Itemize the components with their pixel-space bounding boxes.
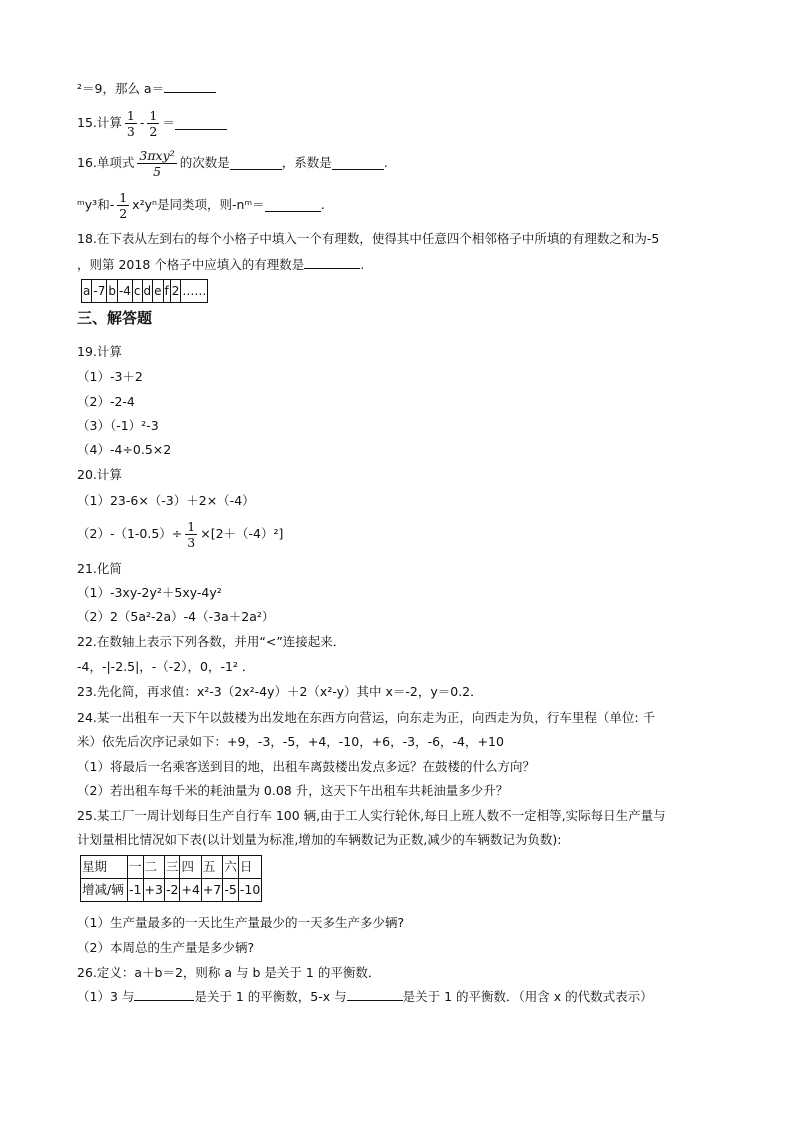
q19-item: （4）-4÷0.5×2 <box>77 442 172 457</box>
q25-header-cell: 二 <box>143 856 164 879</box>
q16-degree-blank[interactable] <box>230 157 282 170</box>
q16-frac-den: 5 <box>153 163 162 179</box>
q17-end: . <box>320 197 325 212</box>
q26-part-a: （1）3 与 <box>77 989 135 1004</box>
q18-cell: a <box>82 280 92 303</box>
q14-answer-blank[interactable] <box>164 80 216 93</box>
q25-data-cell: -5 <box>223 879 239 902</box>
section-heading-answers: 三、解答题 <box>77 309 153 327</box>
q18-cell: e <box>153 280 163 303</box>
q25-header-cell: 六 <box>223 856 239 879</box>
q22-line2: -4，-|-2.5|，-（-2），0，-1² ． <box>77 659 255 674</box>
q17-answer-blank[interactable] <box>265 199 321 212</box>
q15-f2-num: 1 <box>149 107 158 123</box>
q21-item1: （1）-3xy-2y²＋5xy-4y² <box>77 585 222 600</box>
q25-data-cell: 增减/辆 <box>81 879 128 902</box>
q15-equals: ＝ <box>162 115 175 130</box>
q25-production-table <box>80 855 262 902</box>
q15-fraction-1 <box>125 108 137 139</box>
q20-frac-num: 1 <box>187 518 196 534</box>
q25-data-cell: -1 <box>128 879 144 902</box>
q18-end: . <box>360 257 365 272</box>
q20-item2-part-a: （2）-（1-0.5）÷ <box>77 526 183 541</box>
q26-line2 <box>77 988 653 1006</box>
q20-item2-part-b: ×[2＋（-4）²] <box>200 526 284 541</box>
q19-title: 19.计算 <box>77 344 122 359</box>
q18-cell: -4 <box>117 280 132 303</box>
q20-item1: （1）23-6×（-3）＋2×（-4） <box>77 493 255 508</box>
q16-coefficient-label: ，系数是 <box>281 155 332 170</box>
q24-question1: （1）将最后一名乘客送到目的地，出租车离鼓楼出发点多远？在鼓楼的什么方向？ <box>77 759 535 774</box>
q15-minus: - <box>139 115 145 130</box>
q25-data-row <box>81 879 262 902</box>
q25-header-cell: 五 <box>201 856 222 879</box>
q20-fraction <box>185 519 197 550</box>
q17-frac-den: 2 <box>119 205 128 221</box>
q25-line1: 25.某工厂一周计划每日生产自行车 100 辆,由于工人实行轮休,每日上班人数不一定相等,实际每日生产量与 <box>77 808 666 823</box>
q16-frac-num: 3πxy² <box>139 147 175 163</box>
q25-header-cell: 三 <box>164 856 180 879</box>
q19-item: （3）（-1）²-3 <box>77 418 159 433</box>
q23-text: 23.先化简，再求值：x²-3（2x²-4y）＋2（x²-y）其中 x＝-2，y＝0.2． <box>77 684 483 699</box>
q16-end: . <box>383 155 388 170</box>
q26-line1: 26.定义：a＋b＝2，则称 a 与 b 是关于 1 的平衡数． <box>77 965 381 980</box>
q17-line <box>77 188 325 222</box>
q15-f2-den: 2 <box>149 123 158 139</box>
q17-fraction <box>117 190 129 221</box>
q24-question2: （2）若出租车每千米的耗油量为 0.08 升，这天下午出租车共耗油量多少升？ <box>77 783 509 798</box>
q17-part2: x²yⁿ是同类项，则-nᵐ＝ <box>132 197 265 212</box>
q24-line2: 米）依先后次序记录如下：+9，-3，-5，+4，-10，+6，-3，-6，-4，+10 <box>77 734 504 749</box>
q18-line1: 18.在下表从左到右的每个小格子中填入一个有理数，使得其中任意四个相邻格子中所填的有理数之和为-5 <box>77 231 660 246</box>
q25-line2: 计划量相比情况如下表(以计划量为标准,增加的车辆数记为正数,减少的车辆数记为负数): <box>77 832 562 847</box>
q22-line1: 22.在数轴上表示下列各数，并用“<”连接起来． <box>77 634 346 649</box>
q25-data-cell: -2 <box>164 879 180 902</box>
q18-answer-blank[interactable] <box>304 256 360 269</box>
q25-data-cell: +4 <box>180 879 201 902</box>
q25-header-cell: 星期 <box>81 856 128 879</box>
q26-blank-2[interactable] <box>347 988 403 1001</box>
q18-line2 <box>77 256 364 274</box>
q14-text: ²＝9，那么 a＝ <box>77 81 165 96</box>
q25-data-cell: -10 <box>238 879 261 902</box>
q16-line <box>77 145 388 181</box>
q19-item: （2）-2-4 <box>77 394 135 409</box>
q18-cell-table-wrap <box>81 279 208 303</box>
q15-f1-den: 3 <box>126 123 135 139</box>
q18-line2-prefix: ，则第 2018 个格子中应填入的有理数是 <box>77 257 305 272</box>
q20-item2 <box>77 517 283 551</box>
q14-line <box>77 80 216 98</box>
q21-title: 21.化简 <box>77 561 122 576</box>
q18-cell: f <box>163 280 170 303</box>
q24-line1: 24.某一出租车一天下午以鼓楼为出发地在东西方向营运，向东走为正，向西走为负，行车里程（单位: 千 <box>77 710 656 725</box>
q15-f1-num: 1 <box>126 107 135 123</box>
q26-part-b: 是关于 1 的平衡数，5-x 与 <box>194 989 347 1004</box>
q18-cell: b <box>107 280 118 303</box>
q20-title: 20.计算 <box>77 467 122 482</box>
q26-blank-1[interactable] <box>134 988 194 1001</box>
q18-cell: d <box>142 280 153 303</box>
q17-frac-num: 1 <box>119 189 128 205</box>
q16-prefix: 16.单项式 <box>77 155 135 170</box>
q16-degree-label: 的次数是 <box>179 155 230 170</box>
q25-question1: （1）生产量最多的一天比生产量最少的一天多生产多少辆? <box>77 915 405 930</box>
q16-coefficient-blank[interactable] <box>332 157 384 170</box>
q25-header-cell: 日 <box>238 856 261 879</box>
q25-table-wrap <box>80 855 262 902</box>
q15-prefix: 15.计算 <box>77 115 122 130</box>
q20-frac-den: 3 <box>187 534 196 550</box>
q19-item: （1）-3＋2 <box>77 369 143 384</box>
q25-header-cell: 一 <box>128 856 144 879</box>
q16-fraction <box>137 148 176 179</box>
q25-header-row <box>81 856 262 879</box>
q15-line <box>77 107 227 139</box>
q21-item2: （2）2（5a²-2a）-4（-3a＋2a²） <box>77 609 275 624</box>
q15-answer-blank[interactable] <box>175 117 227 130</box>
q25-header-cell: 四 <box>180 856 201 879</box>
q25-data-cell: +3 <box>143 879 164 902</box>
q17-part1: ᵐy³和- <box>77 197 115 212</box>
q26-part-c: 是关于 1 的平衡数．（用含 x 的代数式表示） <box>402 989 653 1004</box>
q25-data-cell: +7 <box>201 879 222 902</box>
q25-question2: （2）本周总的生产量是多少辆? <box>77 940 255 955</box>
q18-cell-row <box>82 280 208 303</box>
q18-cell: -7 <box>92 280 107 303</box>
q18-cell-table <box>81 279 208 303</box>
q18-cell: …… <box>181 280 208 303</box>
q18-cell: 2 <box>170 280 181 303</box>
q18-cell: c <box>132 280 142 303</box>
q15-fraction-2 <box>147 108 159 139</box>
